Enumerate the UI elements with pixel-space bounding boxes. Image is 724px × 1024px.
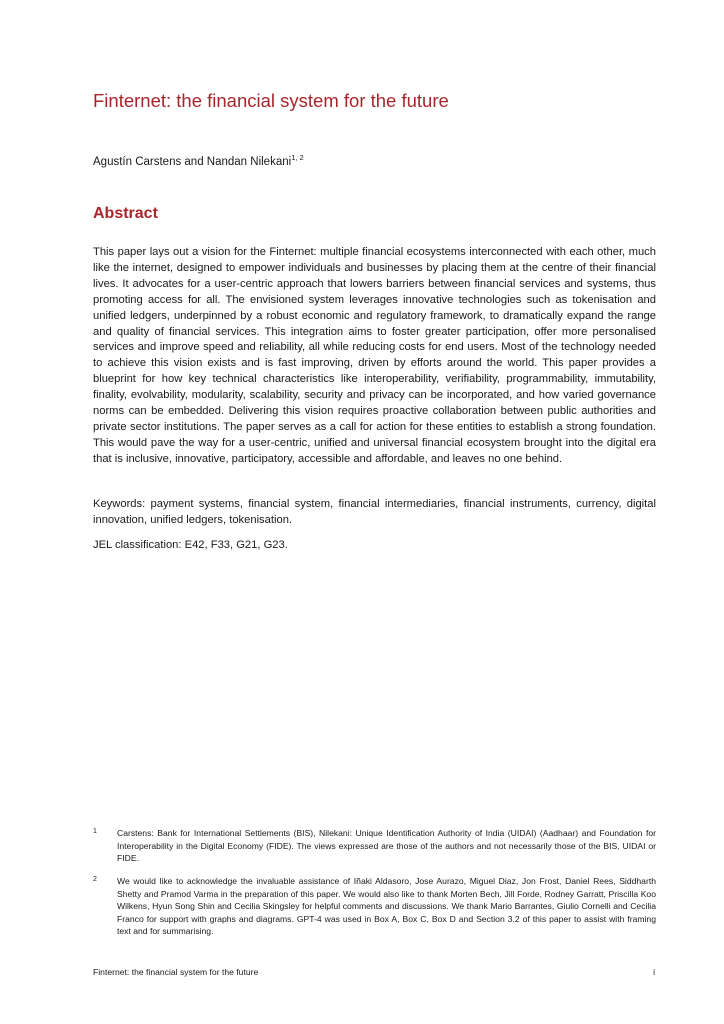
footnote-text: Carstens: Bank for International Settlements (BIS), Nilekani: Unique Identification Authority of India (UIDAI) (Aadhaar) and Foundation for Interoperability in the Digital Economy (FIDE). The views expressed are those of the authors and not necessarily those of the BIS, UIDAI or FIDE. [117, 828, 656, 864]
footer-running-title: Finternet: the financial system for the future [93, 967, 259, 977]
paper-title: Finternet: the financial system for the future [93, 90, 449, 111]
authors: Agustín Carstens and Nandan Nilekani [93, 156, 292, 168]
footnote-1 [93, 827, 656, 865]
keywords: Keywords: payment systems, financial system, financial intermediaries, financial instruments, currency, digital innovation, unified ledgers, tokenisation. [93, 498, 656, 526]
footnote-text: We would like to acknowledge the invaluable assistance of Iñaki Aldasoro, Jose Aurazo, Miguel Diaz, Jon Frost, Daniel Rees, Siddharth Shetty and Pramod Varma in the preparation of this paper. We would also like to thank Morten Bech, Jill Forde, Rodney Garratt, Priscilla Koo Wilkens, Hyun Song Shin and Cecilia Skingsley for helpful comments and discussions. We thank Mario Barrantes, Giulio Cornelli and Cecilia Franco for support with graphs and diagrams. GPT-4 was used in Box A, Box C, Box D and Section 3.2 of this paper to assist with framing text and for summarising. [117, 876, 656, 937]
footnote-number: 2 [93, 876, 97, 883]
footnote-number: 1 [93, 828, 97, 835]
footer-page-number: i [653, 967, 655, 977]
abstract-text: This paper lays out a vision for the Finternet: multiple financial ecosystems interconnected with each other, much like the internet, designed to empower individuals and businesses by placing them at the centre of their financial lives. It advocates for a user-centric approach that lowers barriers between financial services and systems, thus promoting access for all. The envisioned system leverages innovative technologies such as tokenisation and unified ledgers, underpinned by a robust economic and regulatory framework, to dramatically expand the range and quality of financial services. This integration aims to foster greater participation, offer more personalised services and improve speed and reliability, all while reducing costs for end users. Most of the technology needed to achieve this vision exists and is fast improving, driven by efforts around the world. This paper provides a blueprint for how key technical characteristics like interoperability, verifiability, programmability, immutability, finality, evolvability, modularity, scalability, security and privacy can be incorporated, and how varied governance norms can be embedded. Delivering this vision requires proactive collaboration between public authorities and private sector institutions. The paper serves as a call for action for these entities to establish a strong foundation. This would pave the way for a user-centric, unified and universal financial ecosystem brought into the digital era that is inclusive, innovative, participatory, accessible and affordable, and leaves no one behind. [93, 246, 656, 465]
author-line [93, 151, 653, 169]
abstract-heading: Abstract [93, 205, 158, 222]
author-footnote-marks[interactable]: 1, 2 [291, 153, 304, 162]
footnote-2 [93, 875, 656, 938]
jel-classification: JEL classification: E42, F33, G21, G23. [93, 539, 288, 551]
